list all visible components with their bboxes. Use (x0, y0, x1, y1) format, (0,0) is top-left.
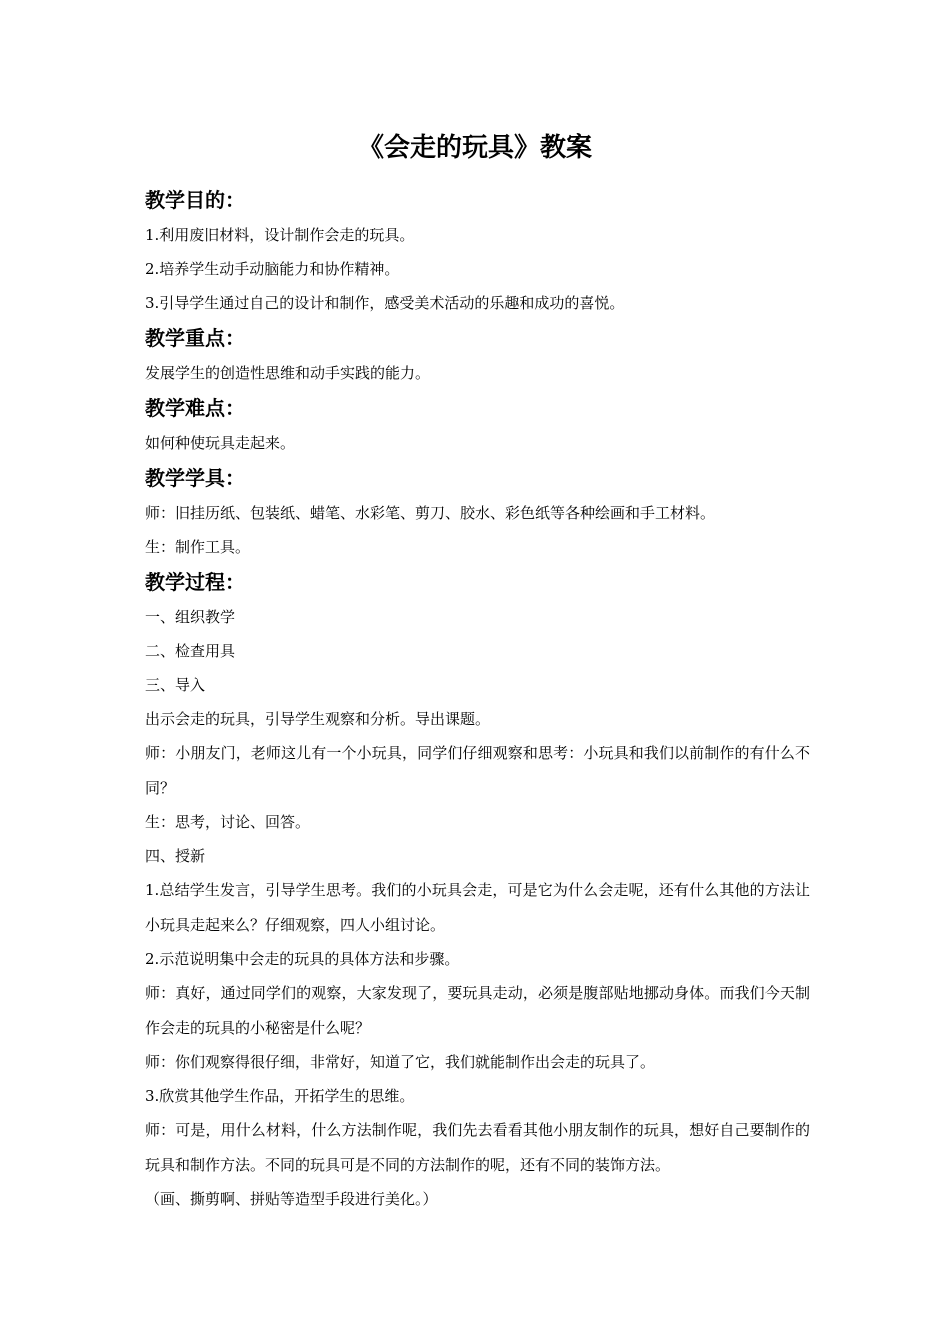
process-line: 一、组织教学 (145, 608, 236, 626)
process-paragraph: 师：可是，用什么材料，什么方法制作呢，我们先去看看其他小朋友制作的玩具，想好自己要制作的玩具和制作方法。不同的玩具可是不同的方法制作的呢，还有不同的装饰方法。 (145, 1121, 810, 1174)
tools-student: 生：制作工具。 (145, 538, 251, 556)
process-line: 3.欣赏其他学生作品，开拓学生的思维。 (145, 1087, 415, 1105)
process-paragraph: 1.总结学生发言，引导学生思考。我们的小玩具会走，可是它为什么会走呢，还有什么其他的方法让小玩具走起来么？仔细观察，四人小组讨论。 (145, 881, 810, 934)
process-paragraph: 师：真好，通过同学们的观察，大家发现了，要玩具走动，必须是腹部贴地挪动身体。而我们今天制作会走的玩具的小秘密是什么呢？ (145, 984, 810, 1037)
process-line: 出示会走的玩具，引导学生观察和分析。导出课题。 (145, 710, 491, 728)
objective-item: 1.利用废旧材料，设计制作会走的玩具。 (145, 226, 415, 244)
process-line: 生：思考，讨论、回答。 (145, 813, 311, 831)
tools-teacher: 师：旧挂历纸、包装纸、蜡笔、水彩笔、剪刀、胶水、彩色纸等各种绘画和手工材料。 (145, 504, 716, 522)
process-line: 2.示范说明集中会走的玩具的具体方法和步骤。 (145, 950, 460, 968)
process-line: （画、撕剪啊、拼贴等造型手段进行美化。） (145, 1190, 438, 1208)
process-line: 四、授新 (145, 847, 206, 865)
process-line: 二、检查用具 (145, 642, 236, 660)
document-title: 《会走的玩具》教案 (357, 133, 592, 163)
objective-item: 3.引导学生通过自己的设计和制作，感受美术活动的乐趣和成功的喜悦。 (145, 294, 625, 312)
process-line: 三、导入 (145, 676, 206, 694)
section-heading-difficulties: 教学难点： (145, 396, 245, 420)
difficulties-text: 如何种使玩具走起来。 (145, 434, 296, 452)
process-paragraph: 师：小朋友门，老师这儿有一个小玩具，同学们仔细观察和思考：小玩具和我们以前制作的有什么不同？ (145, 744, 810, 797)
process-line: 师：你们观察得很仔细，非常好，知道了它，我们就能制作出会走的玩具了。 (145, 1053, 656, 1071)
key-points-text: 发展学生的创造性思维和动手实践的能力。 (145, 364, 431, 382)
section-heading-objectives: 教学目的： (145, 188, 245, 212)
section-heading-tools: 教学学具： (145, 466, 245, 490)
document-body (145, 182, 810, 1216)
section-heading-key-points: 教学重点： (145, 326, 245, 350)
section-heading-process: 教学过程： (145, 570, 245, 594)
objective-item: 2.培养学生动手动脑能力和协作精神。 (145, 260, 400, 278)
